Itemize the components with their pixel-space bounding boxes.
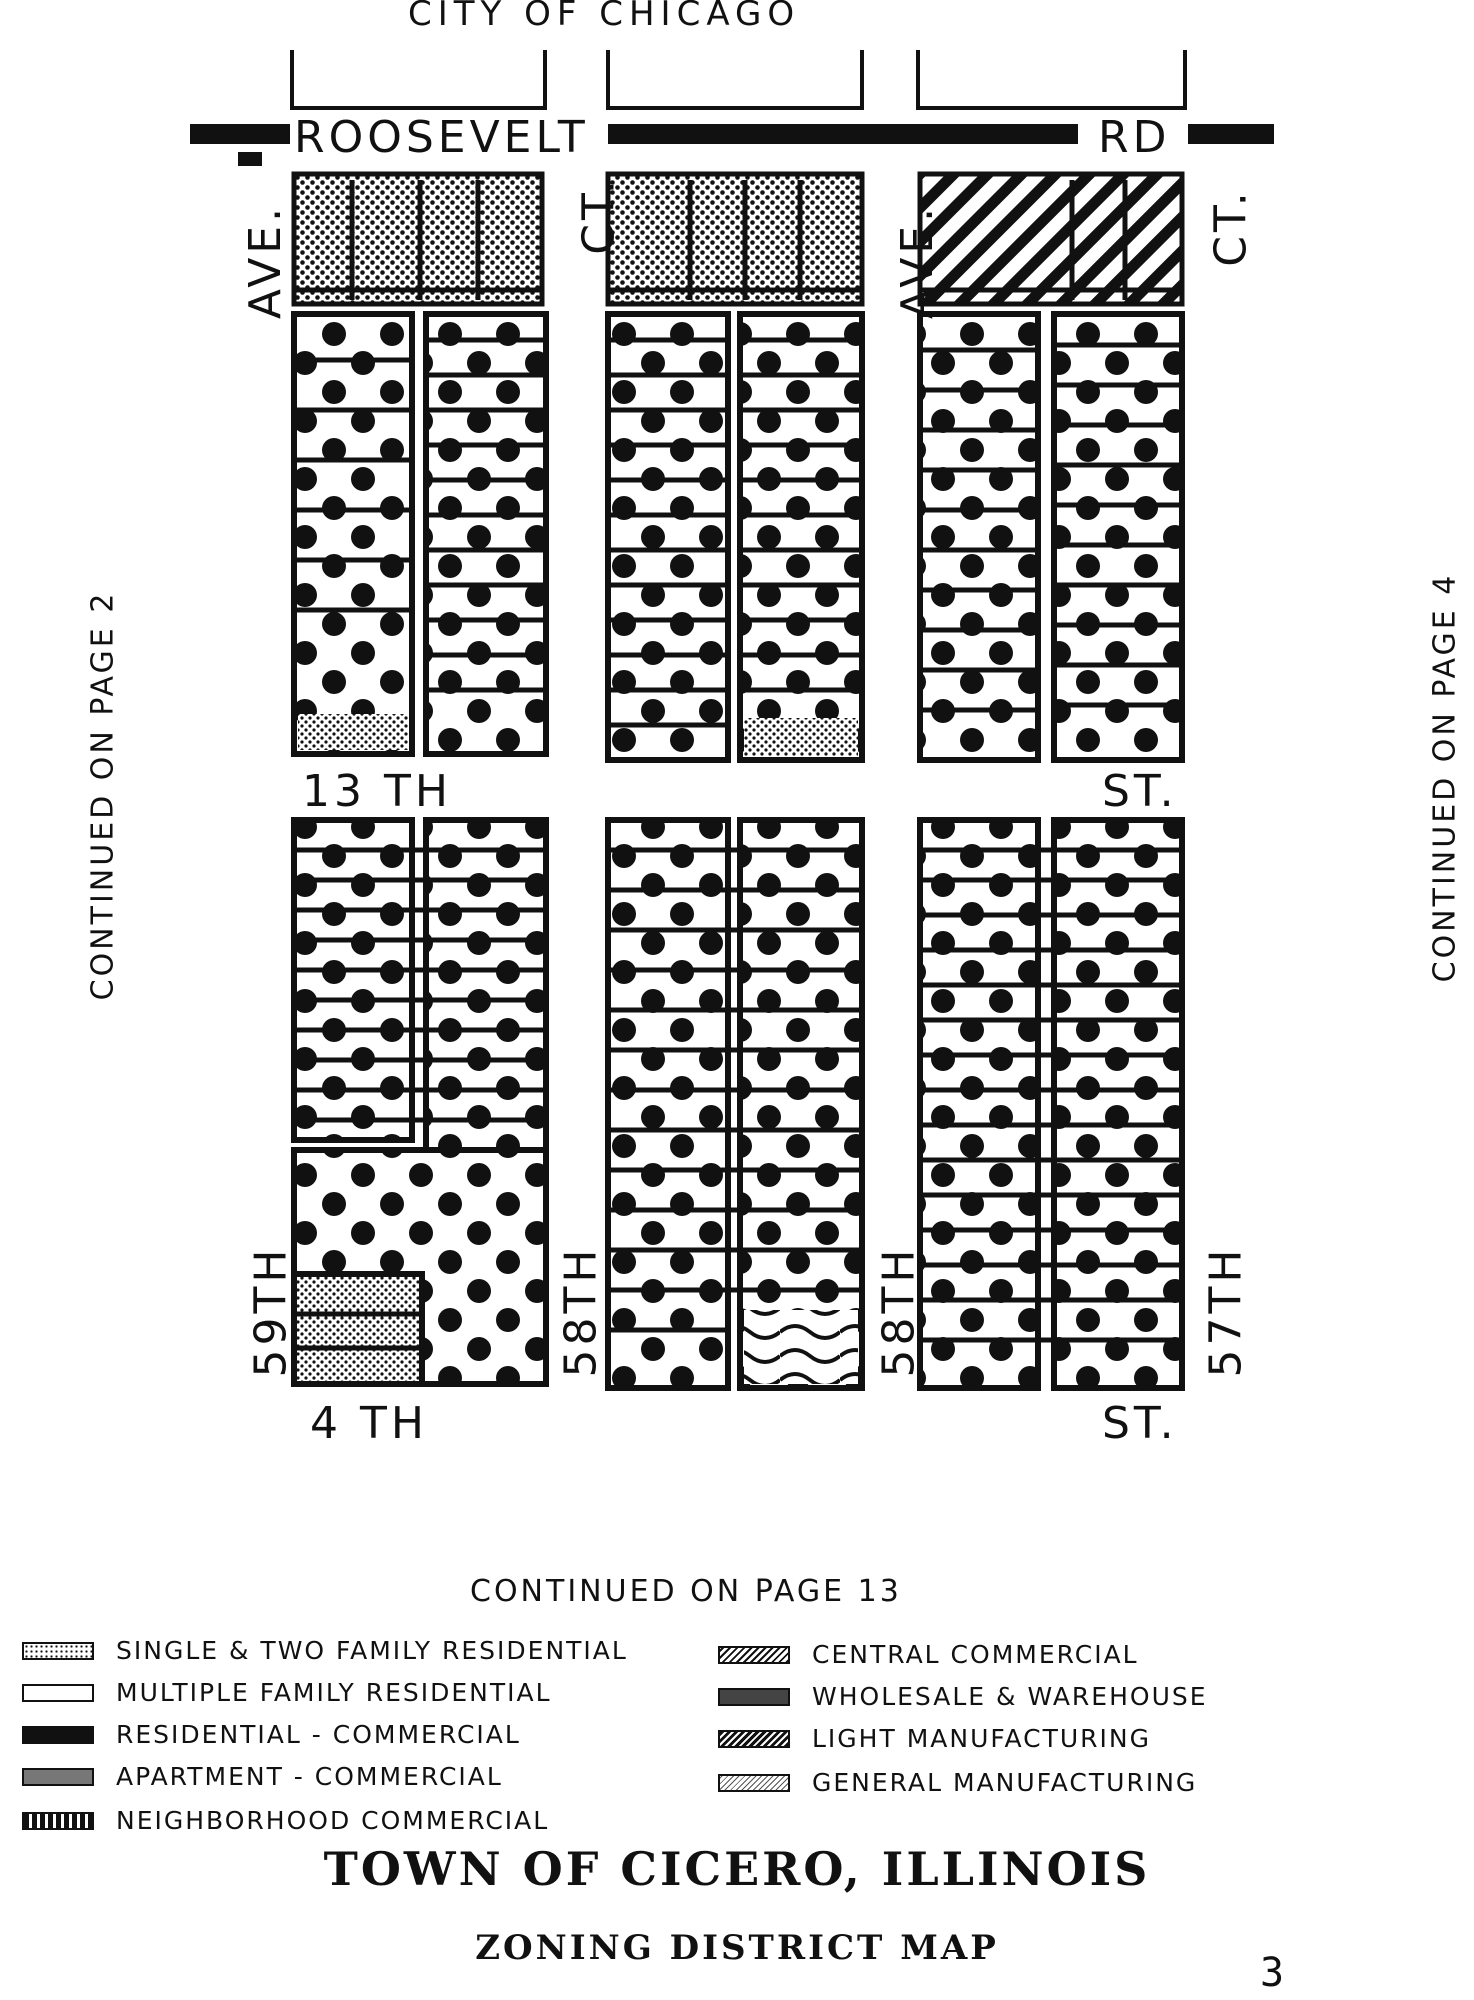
street-label-13th-st: ST. (1102, 766, 1178, 817)
legend-item-residential-commercial (22, 1720, 521, 1749)
city-of-chicago-label: CITY OF CHICAGO (408, 0, 801, 34)
street-label-ct-1: CT. (573, 176, 625, 255)
legend-label: CENTRAL COMMERCIAL (812, 1640, 1139, 1669)
legend-item-light-manufacturing (718, 1724, 1151, 1753)
street-label-rd: RD (1098, 112, 1171, 163)
legend-item-central-commercial (718, 1640, 1139, 1669)
legend-item-general-manufacturing (718, 1768, 1197, 1797)
legend-label: APARTMENT - COMMERCIAL (116, 1762, 503, 1791)
chicago-boundary (292, 50, 1185, 108)
legend-item-single-two-family (22, 1636, 628, 1665)
legend-swatch-dark-grey (718, 1688, 790, 1706)
legend-label: GENERAL MANUFACTURING (812, 1768, 1198, 1797)
legend-swatch-blank (22, 1684, 94, 1702)
map-subtitle: ZONING DISTRICT MAP (475, 1928, 999, 1968)
street-label-ct-2: CT. (1205, 188, 1257, 267)
street-label-ave-2: AVE. (892, 203, 944, 320)
blocks-upper (294, 314, 1182, 760)
legend-label: MULTIPLE FAMILY RESIDENTIAL (116, 1678, 552, 1707)
map-title: TOWN OF CICERO, ILLINOIS (323, 1842, 1151, 1896)
street-label-58th-b: 58TH (873, 1245, 925, 1378)
continued-page-4: CONTINUED ON PAGE 4 (1427, 572, 1463, 983)
continued-page-2: CONTINUED ON PAGE 2 (85, 590, 121, 1001)
street-label-14th: 4 TH (310, 1398, 428, 1449)
legend-swatch-grey (22, 1768, 94, 1786)
legend-item-apartment-commercial (22, 1762, 503, 1791)
legend-item-multiple-family (22, 1678, 552, 1707)
legend-label: LIGHT MANUFACTURING (812, 1724, 1151, 1753)
block-strip-top (294, 174, 1182, 304)
street-label-14th-st: ST. (1102, 1398, 1178, 1449)
page-number: 3 (1260, 1950, 1287, 1996)
blocks-lower (294, 820, 1182, 1388)
legend-label: WHOLESALE & WAREHOUSE (812, 1682, 1208, 1711)
street-label-roosevelt: ROOSEVELT (294, 112, 589, 163)
street-label-ave-1: AVE. (240, 203, 292, 320)
street-label-59th: 59TH (245, 1245, 297, 1378)
legend-swatch-hatch-dense (718, 1730, 790, 1748)
street-label-57th: 57TH (1200, 1245, 1252, 1378)
legend-swatch-stipple (22, 1642, 94, 1660)
legend-swatch-solid (22, 1726, 94, 1744)
legend-swatch-hatch-light (718, 1646, 790, 1664)
legend-swatch-bars (22, 1812, 94, 1830)
legend-label: RESIDENTIAL - COMMERCIAL (116, 1720, 521, 1749)
legend-label: NEIGHBORHOOD COMMERCIAL (116, 1806, 550, 1835)
street-label-58th-a: 58TH (555, 1245, 607, 1378)
continued-page-13: CONTINUED ON PAGE 13 (470, 1574, 902, 1609)
legend-swatch-hatch-fine (718, 1774, 790, 1792)
street-label-13th: 13 TH (302, 766, 452, 817)
legend-item-neighborhood-commercial (22, 1806, 549, 1835)
legend-item-wholesale-warehouse (718, 1682, 1208, 1711)
legend-label: SINGLE & TWO FAMILY RESIDENTIAL (116, 1636, 628, 1665)
